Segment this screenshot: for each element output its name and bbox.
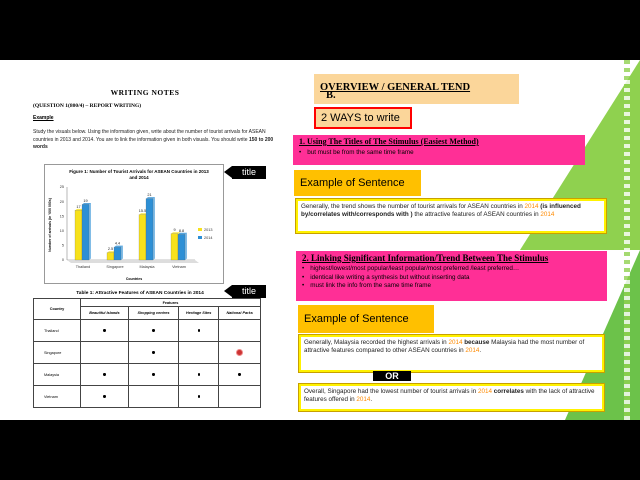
example-1-text [298,201,604,231]
bar [171,234,178,260]
example-label-1: Example of Sentence [294,170,421,196]
year-highlight: 2014 [465,347,480,355]
bar [178,234,185,260]
feature-cell [81,386,129,408]
bar-value-label: 15.5 [138,209,147,214]
text-run: . [479,347,482,355]
bullet-item: • but must be from the same time frame [299,149,414,158]
heading-text: OVERVIEW / GENERAL TEND [320,82,471,93]
method-1-box [293,135,585,165]
y-tick-label: 5 [61,243,64,248]
legend-label: 2014 [204,235,213,240]
text-run: Malaysia had the most number of attractive features compared to other ASEAN countries in [304,339,585,355]
year-highlight: 2014 [540,211,555,219]
bar [139,215,146,260]
check-dot-icon [103,395,105,397]
example-3-text [301,386,602,409]
bullet-item: • identical like writing a synthesis but without inserting data [302,274,519,283]
bullet-item: • highest/lowest/most popular/least popular/most preferred /least preferred… [302,265,519,274]
text-run: Generally, the trend shows the number of tourist arrivals for ASEAN countries in [301,203,525,210]
features-table [33,298,261,408]
bar [114,247,121,260]
check-dot-icon [103,329,105,331]
feature-cell [128,364,178,386]
table-row [34,386,261,408]
table-subheader: Beautiful Islands [81,307,129,320]
legend-swatch [198,236,202,239]
bar [82,205,89,260]
document-example-label: Example [33,115,54,121]
table-country-cell: Singapore [34,342,81,364]
x-tick-label: Singapore [106,265,124,269]
table-country-cell: Vietnam [34,386,81,408]
table-header-country: Country [34,299,81,320]
bar-value-label: 9 [173,228,176,233]
document-instructions [33,129,278,152]
check-dot-icon [152,351,154,353]
heading-prefix: B. [326,90,336,101]
table-country-cell: Thailand [34,320,81,342]
bar-chart-svg [45,165,223,283]
chart-y-axis-label: Number of arrivals (in '000 000s) [47,198,52,252]
bar-value-label: 2.5 [107,247,114,252]
chart-x-axis-label: Countries [125,277,143,281]
y-tick-label: 25 [59,185,64,190]
table-header-features: Features [81,299,261,307]
writing-notes-document [0,60,290,420]
bold-run: (is influenced by/correlates with/corresponds with ) [301,203,581,219]
y-tick-label: 0 [61,258,64,263]
instructions-text: Study the visuals below. Using the information given, write about the number of tourist arrivals for ASEAN countries in 2013 and 2014. You are to link the information given in both visuals. You should write [33,129,266,143]
ways-label: 2 WAYS to write [316,109,410,127]
y-tick-label: 15 [59,214,64,219]
example-1-box [295,198,607,234]
bold-run: because [462,339,490,346]
feature-cell [219,364,261,386]
method-1-bullets [299,149,414,158]
table-title-arrow [224,285,232,297]
table-row [34,320,261,342]
chart-title: Figure 1: Number of Tourist Arrivals for ASEAN Countries in 2013 and 2014 [69,169,209,180]
feature-cell [81,320,129,342]
bar-side [153,197,155,260]
table-country-cell: Malaysia [34,364,81,386]
figure-title-arrow [224,166,232,178]
table-subheader: National Parks [219,307,261,320]
table-row [34,364,261,386]
example-3-box [298,383,605,412]
figure-title-tag: title [232,166,266,179]
example-2-box [298,334,605,373]
overview-heading [314,74,519,104]
check-dot-icon [103,373,105,375]
feature-cell [219,320,261,342]
table-row [34,342,261,364]
example-label-2: Example of Sentence [298,305,434,333]
method-2-box [296,251,607,301]
decor-green-strip [624,60,630,420]
document-title: WRITING NOTES [110,88,180,97]
chart-floor [67,260,199,263]
bar [75,210,82,260]
check-dot-icon [152,329,154,331]
bar-value-label: 8.8 [178,228,185,233]
feature-cell [128,320,178,342]
feature-cell [81,364,129,386]
legend-swatch [198,228,202,231]
text-run: . [370,396,373,404]
figure-1-chart [44,164,224,284]
table-subheader: Heritage Sites [179,307,219,320]
check-dot-icon [198,373,200,375]
check-dot-icon [198,395,200,397]
method-2-bullets [302,265,519,291]
method-2-title: 2. Linking Significant Information/Trend Between The Stimulus [302,253,549,263]
bold-run: correlates [493,388,524,395]
bar [107,253,114,260]
y-tick-label: 10 [59,229,64,233]
bar-value-label: 21 [147,193,152,198]
year-highlight: 2014 [356,396,371,404]
year-highlight: 2014 [477,388,492,395]
check-dot-icon [198,329,200,331]
or-separator: OR [373,371,411,381]
feature-cell [219,342,261,364]
text-run: Overall, Singapore had the lowest number of tourist arrivals in [304,388,478,395]
text-run: Generally, Malaysia recorded the highest arrivals in [304,339,449,346]
instructions-word-count: 150 to 200 words [33,136,274,150]
feature-cell [179,386,219,408]
slide [0,60,640,420]
check-dot-icon [152,373,154,375]
bar-side [121,246,123,260]
feature-cell [179,320,219,342]
y-tick-label: 20 [59,199,64,204]
bar [146,199,153,260]
check-dot-icon [238,373,240,375]
x-tick-label: Thailand [75,265,91,269]
document-question: (QUESTION 1(800/4) – REPORT WRITING) [33,103,142,109]
bar-value-label: 17 [76,204,81,209]
bar-value-label: 19 [83,199,88,204]
year-highlight: 2014 [524,203,539,210]
feature-cell [219,386,261,408]
text-run: the attractive features of ASEAN countries in [412,211,541,219]
feature-cell [81,342,129,364]
bar-side [185,233,187,260]
feature-cell [128,342,178,364]
method-1-title: 1. Using The Titles of The Stimulus (Easiest Method) [299,137,479,146]
text-run: with the lack of attractive features offered in [304,388,595,404]
x-tick-label: Vietnam [172,265,186,269]
legend-label: 2013 [204,227,213,232]
laser-pointer-icon [236,349,243,356]
ways-box [314,107,412,129]
x-tick-label: Malaysia [139,265,155,269]
table-title-tag: title [232,285,266,298]
feature-cell [128,386,178,408]
bar-value-label: 4.4 [114,241,121,246]
year-highlight: 2014 [448,339,463,346]
feature-cell [179,364,219,386]
table-title: Table 1: Attractive Features of ASEAN Countries in 2014 [76,291,204,296]
table-subheader: Shopping centres [128,307,178,320]
bullet-item: • must link the info from the same time frame [302,282,519,291]
example-2-text [301,337,602,370]
bar-side [89,203,91,260]
feature-cell [179,342,219,364]
